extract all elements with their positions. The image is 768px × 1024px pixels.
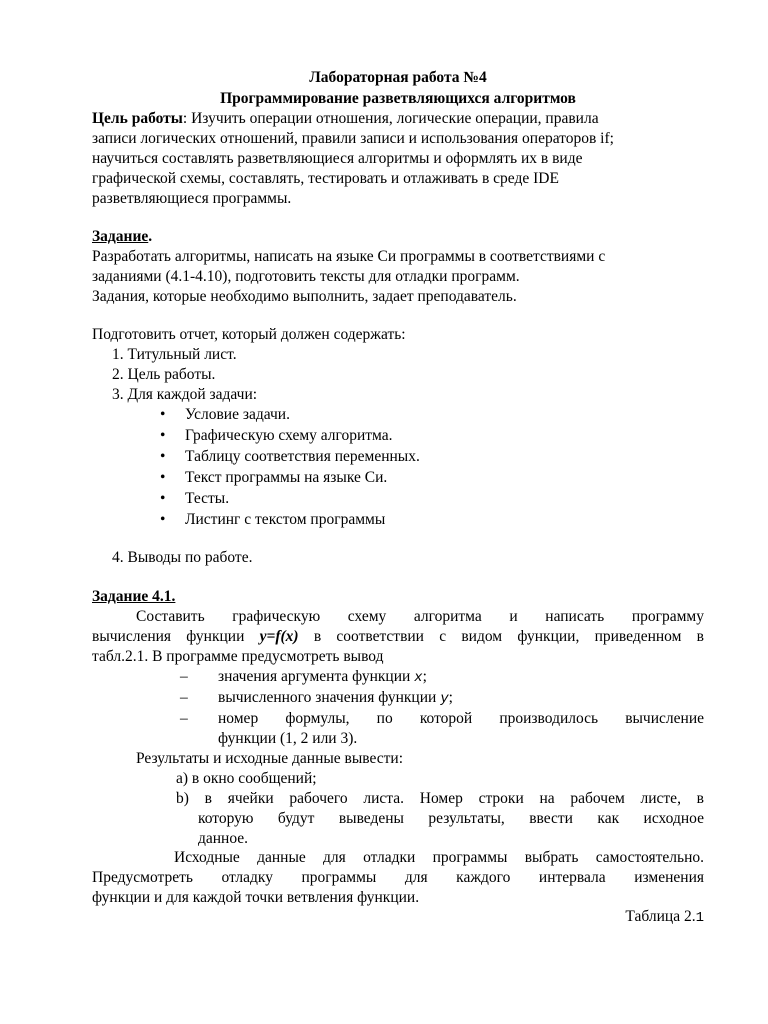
function-formula: y=f(x) bbox=[259, 628, 299, 645]
report-item-4: 4. Выводы по работе. bbox=[112, 549, 253, 566]
task41-para2-line2: Предусмотреть отладку программы для каждого интервала изменения bbox=[92, 869, 704, 886]
doc-subtitle: Программирование разветвляющихся алгоритмов bbox=[220, 90, 576, 107]
goal-line-2: записи логических отношений, правили записи и использования операторов if; bbox=[92, 130, 614, 147]
report-item-3: 3. Для каждой задачи: bbox=[112, 386, 258, 403]
dash-item-3-line1: номер формулы, по которой производилось вычисление bbox=[218, 710, 704, 727]
document-page: Лабораторная работа №4 Программирование разветвляющихся алгоритмов Цель работы: Изучить операции отношения, логические операции, правила записи логических отношений, правили записи и использования операторов if; научиться составлять разветвляющиеся алгоритмы и оформлять их в виде графической схемы, составлять, тестировать и отлаживать в среде IDE разветвляющиеся программы. Задание. Разработать алгоритмы, написать на языке Си программы в соответствиями с заданиями (4.1-4.10), подготовить тексты для отладки программ. Задания, которые необходимо выполнить, задает преподаватель. Подготовить отчет, который должен содержать: 1. Титульный лист. 2. Цель работы. 3. Для каждой задачи: Условие задачи. Графическую схему алгоритма. Таблицу соответствия переменных. Текст программы на языке Си. Тесты. Листинг с текстом программы 4. Выводы по работе. Задание 4.1. Составить графическую схему алгоритма и написать программу вычисления функции y=f(x) в соответствии с видом функции, приведенном в табл.2.1. В программе предусмотреть вывод – значения аргумента функции x; – вычисленного значения функции y; – номер формулы, по которой производилось вычисление функции (1, 2 или 3). Результаты и исходные данные вывести: a) в окно сообщений; b) в ячейки рабочего листа. Номер строки на рабочем листе, в которую будут выведены результаты, ввести как исходное данное. Исходные данные для отладки программы выбрать самостоятельно. Предусмотреть отладку программы для каждого интервала изменения функции и для каждой точки ветвления функции. Таблица 2.1 bbox=[0, 0, 768, 1024]
report-item-2: 2. Цель работы. bbox=[112, 366, 216, 383]
dash-item-1: значения аргумента функции x; bbox=[218, 668, 427, 686]
dash-item-2: вычисленного значения функции y; bbox=[218, 689, 453, 707]
goal-line-1: Цель работы: Изучить операции отношения, логические операции, правила bbox=[92, 110, 599, 127]
goal-line-5: разветвляющиеся программы. bbox=[92, 190, 292, 207]
option-b-line1: b) в ячейки рабочего листа. Номер строки на рабочем листе, в bbox=[176, 790, 704, 807]
task41-heading bbox=[92, 587, 704, 607]
report-item-1: 1. Титульный лист. bbox=[112, 346, 237, 363]
task41-para1-line2: вычисления функции y=f(x) в соответствии с видом функции, приведенном в bbox=[92, 628, 704, 645]
task-line-2: заданиями (4.1-4.10), подготовить тексты для отладки программ. bbox=[92, 268, 520, 285]
dash-item-3-line2: функции (1, 2 или 3). bbox=[218, 730, 358, 747]
option-b-line3: данное. bbox=[198, 830, 249, 847]
goal-line-3: научиться составлять разветвляющиеся алгоритмы и оформлять их в виде bbox=[92, 150, 583, 167]
task41-para2-line1: Исходные данные для отладки программы выбрать самостоятельно. bbox=[174, 849, 704, 866]
table-caption: Таблица 2.1 bbox=[625, 908, 704, 926]
dash-icon: – bbox=[180, 710, 188, 727]
task41-para2-line3: функции и для каждой точки ветвления функции. bbox=[92, 889, 420, 906]
option-b-line2: которую будут выведены результаты, ввести как исходное bbox=[198, 810, 704, 827]
task-line-1: Разработать алгоритмы, написать на языке Си программы в соответствиями с bbox=[92, 248, 606, 265]
dash-icon: – bbox=[180, 689, 188, 706]
option-a: a) в окно сообщений; bbox=[176, 770, 317, 787]
task41-para1-line3: табл.2.1. В программе предусмотреть вывод bbox=[92, 648, 384, 665]
task-label: Задание bbox=[92, 228, 149, 245]
task-heading: Задание. bbox=[92, 228, 153, 245]
goal-line-4: графической схемы, составлять, тестировать и отлаживать в среде IDE bbox=[92, 170, 559, 187]
task41-para1-line1: Составить графическую схему алгоритма и написать программу bbox=[136, 608, 704, 625]
results-intro: Результаты и исходные данные вывести: bbox=[136, 750, 404, 767]
goal-label: Цель работы bbox=[92, 110, 183, 127]
report-intro: Подготовить отчет, который должен содержать: bbox=[92, 326, 406, 343]
dash-icon: – bbox=[180, 668, 188, 685]
task41-label: Задание 4.1. bbox=[92, 588, 176, 605]
task-line-3: Задания, которые необходимо выполнить, задает преподаватель. bbox=[92, 288, 517, 305]
doc-title: Лабораторная работа №4 bbox=[309, 69, 487, 86]
